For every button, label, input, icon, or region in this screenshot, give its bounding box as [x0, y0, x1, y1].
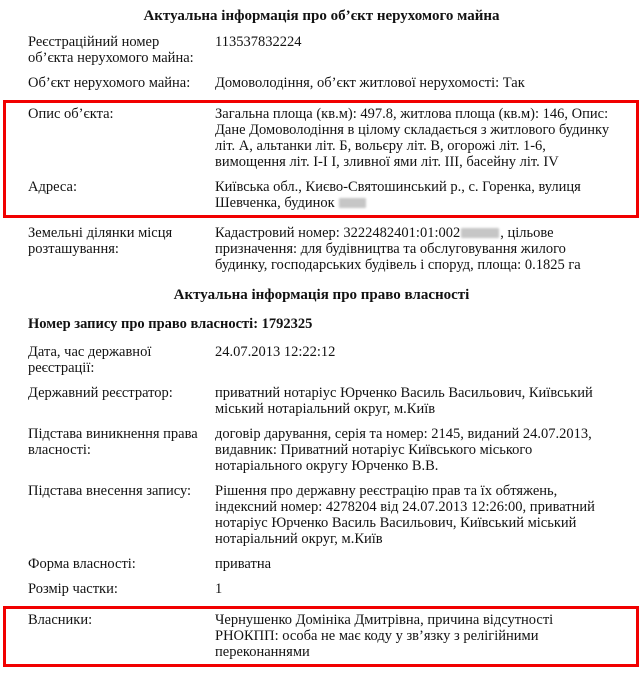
field-value: Чернушенко Домініка Дмитрівна, причина відсутності РНОКПП: особа не має коду у зв’язку з релігійними переконаннями: [215, 612, 554, 660]
field-row: [28, 426, 615, 474]
field-row: [28, 581, 615, 597]
field-row: [28, 34, 615, 66]
field-row: [28, 344, 615, 376]
field-row: [28, 483, 615, 547]
ownership-section-rows: [28, 344, 615, 667]
property-section-rows: [28, 34, 615, 273]
field-value: 24.07.2013 12:22:12: [215, 344, 336, 360]
field-label: Власники:: [28, 612, 93, 628]
field-value: Домоволодіння, об’єкт житлової нерухомості: Так: [215, 75, 525, 91]
field-value: приватна: [215, 556, 272, 572]
field-label: Об’єкт нерухомого майна:: [28, 75, 191, 91]
field-label: Земельні ділянки місця розташування:: [28, 225, 173, 257]
redaction-block: [339, 198, 366, 208]
field-label: Опис об’єкта:: [28, 106, 114, 122]
field-label: Підстава внесення запису:: [28, 483, 192, 499]
row-group: [28, 34, 615, 91]
field-value: приватний нотаріус Юрченко Василь Васильович, Київський міський нотаріальний округ, м.Київ: [215, 385, 593, 417]
field-row: [28, 106, 615, 170]
field-label: Розмір частки:: [28, 581, 118, 597]
field-value: договір дарування, серія та номер: 2145, виданий 24.07.2013, видавник: Приватний нотаріус Київського міського нотаріального округу Юрченко В.В.: [215, 426, 592, 474]
field-row: [28, 75, 615, 91]
field-row: [28, 612, 615, 660]
field-value: Загальна площа (кв.м): 497.8, житлова площа (кв.м): 146, Опис: Дане Домоволодіння в цілому складається з житлового будинку літ. А, альтанки літ. Б, вольєру літ. В, огорожі літ. 1-6, вимощення літ. I-I I, зливної ями літ. III, басейну літ. IV: [215, 106, 610, 170]
field-row: [28, 385, 615, 417]
ownership-section-title: Актуальна інформація про право власності: [173, 287, 470, 303]
field-label: Державний реєстратор:: [28, 385, 173, 401]
field-label: Підстава виникнення права власності:: [28, 426, 198, 458]
field-value: 113537832224: [215, 34, 302, 50]
field-value: Кадастровий номер: 3222482401:01:002 , цільове призначення: для будівництва та обслуговування жилого будинку, господарських будівель і споруд, площа: 0.1825 га: [215, 225, 581, 273]
redaction-block: [461, 228, 499, 238]
highlight-annotation-box: [3, 100, 639, 218]
property-section-title: Актуальна інформація про об’єкт нерухомого майна: [143, 8, 500, 24]
field-value: Київська обл., Києво-Святошинський р., с. Горенка, вулиця Шевченка, будинок: [215, 179, 581, 211]
row-group: [28, 344, 615, 597]
field-label: Реєстраційний номер об’єкта нерухомого майна:: [28, 34, 194, 66]
row-group: [28, 225, 615, 273]
highlight-annotation-box: [3, 606, 639, 667]
ownership-record-number: Номер запису про право власності: 1792325: [28, 316, 313, 332]
field-row: [28, 225, 615, 273]
field-row: [28, 556, 615, 572]
field-row: [28, 179, 615, 211]
field-label: Форма власності:: [28, 556, 136, 572]
field-value: Рішення про державну реєстрацію прав та їх обтяжень, індексний номер: 4278204 від 24.07.2013 12:26:00, приватний нотаріус Юрченко Василь Васильович, Київський міський нотаріальний округ, м.Київ: [215, 483, 595, 547]
field-label: Адреса:: [28, 179, 77, 195]
field-label: Дата, час державної реєстрації:: [28, 344, 152, 376]
field-value: 1: [215, 581, 223, 597]
